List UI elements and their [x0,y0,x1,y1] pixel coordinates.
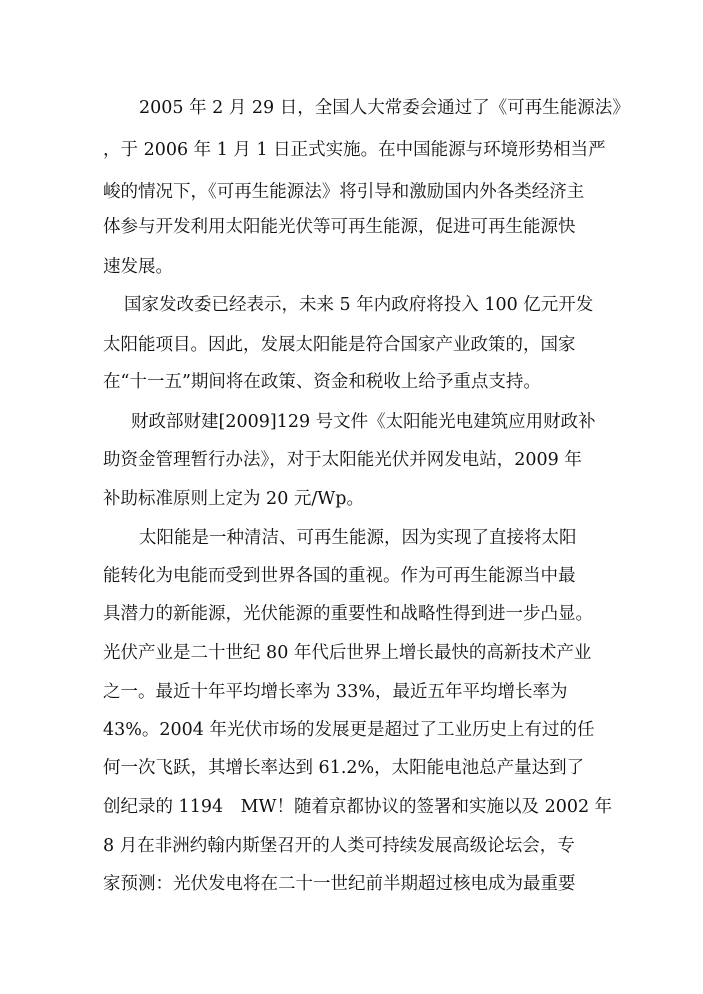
paragraph-1-line-3: 峻的情况下，《可再生能源法》将引导和激励国内外各类经济主 [103,182,585,202]
paragraph-4-line-5: 之一。最近十年平均增长率为 33%，最近五年平均增长率为 [103,682,568,702]
paragraph-4-line-6: 43%。2004 年光伏市场的发展更是超过了工业历史上有过的任 [103,720,595,740]
paragraph-1-line-5: 速发展。 [103,257,173,277]
paragraph-1-line-4: 体参与开发利用太阳能光伏等可再生能源，促进可再生能源快 [103,217,576,237]
paragraph-2-line-1: 国家发改委已经表示，未来 5 年内政府将投入 100 亿元开发 [124,295,594,315]
paragraph-4-line-2: 能转化为电能而受到世界各国的重视。作为可再生能源当中最 [103,566,576,586]
paragraph-4-line-7: 何一次飞跃，其增长率达到 61.2%，太阳能电池总产量达到了 [103,758,585,778]
paragraph-4-line-4: 光伏产业是二十世纪 80 年代后世界上增长最快的高新技术产业 [103,643,592,663]
paragraph-1-line-1: 2005 年 2 月 29 日，全国人大常委会通过了《可再生能源法》 [139,98,630,118]
paragraph-2-line-3: 在“十一五”期间将在政策、资金和税收上给予重点支持。 [103,372,541,392]
paragraph-4-line-9: 8 月在非洲约翰内斯堡召开的人类可持续发展高级论坛会，专 [103,836,575,856]
paragraph-1-line-2: ，于 2006 年 1 月 1 日正式实施。在中国能源与环境形势相当严 [103,140,606,160]
paragraph-4-line-1: 太阳能是一种清洁、可再生能源，因为实现了直接将太阳 [139,528,577,548]
paragraph-2-line-2: 太阳能项目。因此，发展太阳能是符合国家产业政策的，国家 [103,335,576,355]
paragraph-3-line-2: 助资金管理暂行办法》，对于太阳能光伏并网发电站，2009 年 [103,450,582,470]
paragraph-4-line-10: 家预测：光伏发电将在二十一世纪前半期超过核电成为最重要 [103,874,576,894]
paragraph-3-line-3: 补助标准原则上定为 20 元/Wp。 [103,489,364,509]
paragraph-4-line-8: 创纪录的 1194 MW！随着京都协议的签署和实施以及 2002 年 [103,797,613,817]
paragraph-3-line-1: 财政部财建[2009]129 号文件《太阳能光电建筑应用财政补 [131,412,596,432]
paragraph-4-line-3: 具潜力的新能源，光伏能源的重要性和战略性得到进一步凸显。 [103,604,593,624]
